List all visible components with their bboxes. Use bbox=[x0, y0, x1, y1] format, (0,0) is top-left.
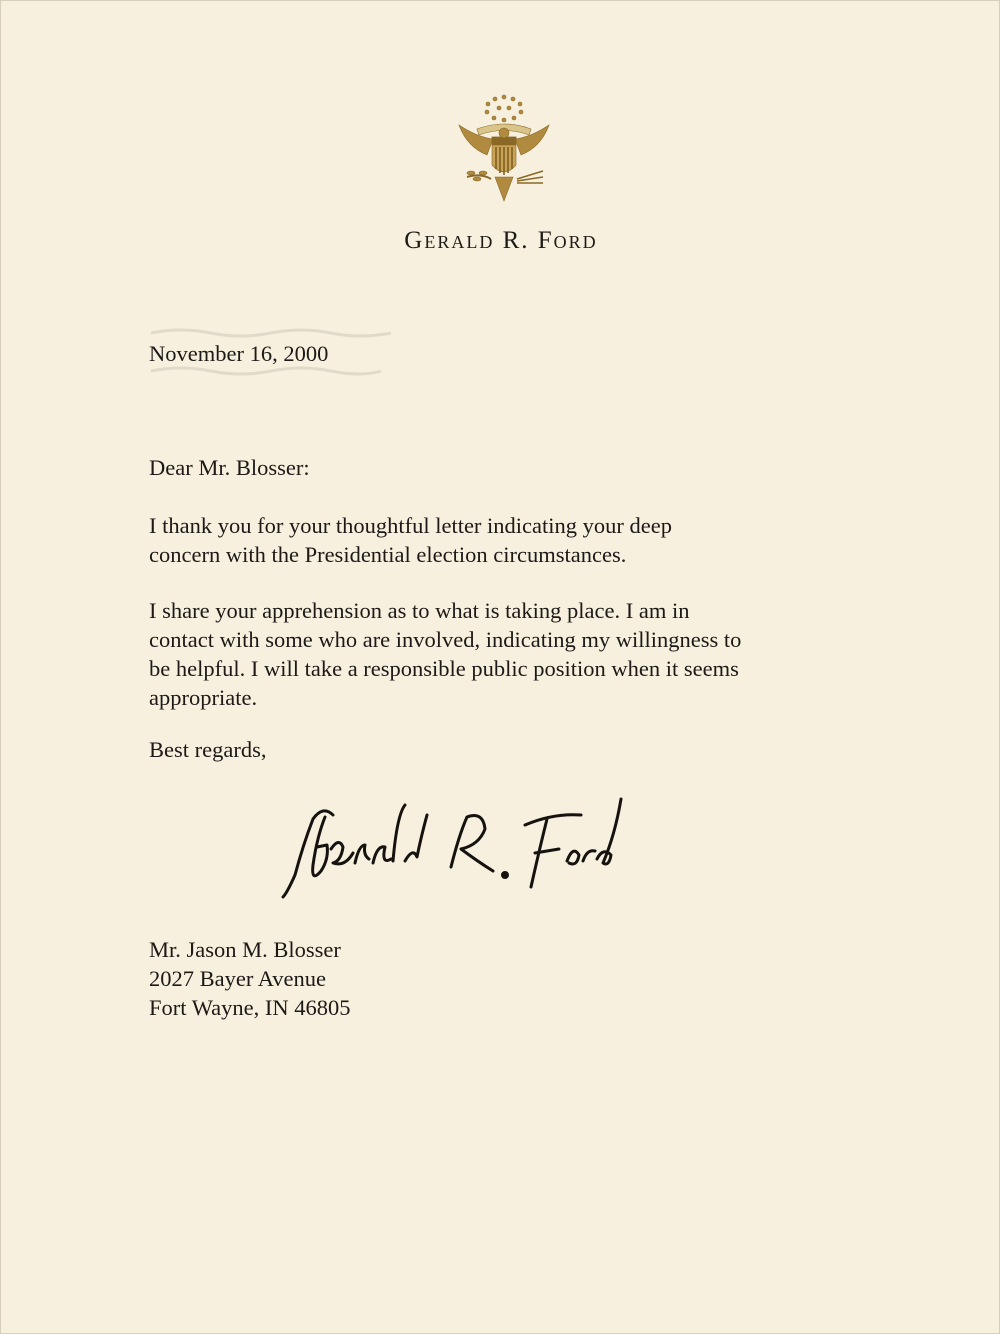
paragraph-2-line: I share your apprehension as to what is taking place. I am in bbox=[149, 598, 690, 623]
paragraph-1-line: I thank you for your thoughtful letter indicating your deep bbox=[149, 513, 672, 538]
paragraph-2-line: be helpful. I will take a responsible public position when it seems bbox=[149, 656, 739, 681]
paragraph-2-line: appropriate. bbox=[149, 685, 258, 710]
paragraph-1 bbox=[149, 511, 672, 569]
recipient-name: Mr. Jason M. Blosser bbox=[149, 937, 341, 962]
presidential-seal-icon bbox=[447, 89, 561, 205]
paragraph-1-line: concern with the Presidential election circumstances. bbox=[149, 542, 627, 567]
paragraph-2 bbox=[149, 596, 741, 712]
handwritten-signature bbox=[273, 775, 633, 905]
closing: Best regards, bbox=[149, 737, 267, 762]
recipient-address bbox=[149, 935, 351, 1022]
paragraph-2-line: contact with some who are involved, indicating my willingness to bbox=[149, 627, 742, 652]
letterhead-name: Gerald R. Ford bbox=[404, 227, 598, 254]
salutation: Dear Mr. Blosser: bbox=[149, 455, 310, 480]
recipient-city: Fort Wayne, IN 46805 bbox=[149, 995, 351, 1020]
recipient-street: 2027 Bayer Avenue bbox=[149, 966, 327, 991]
letter-date: November 16, 2000 bbox=[149, 341, 329, 366]
